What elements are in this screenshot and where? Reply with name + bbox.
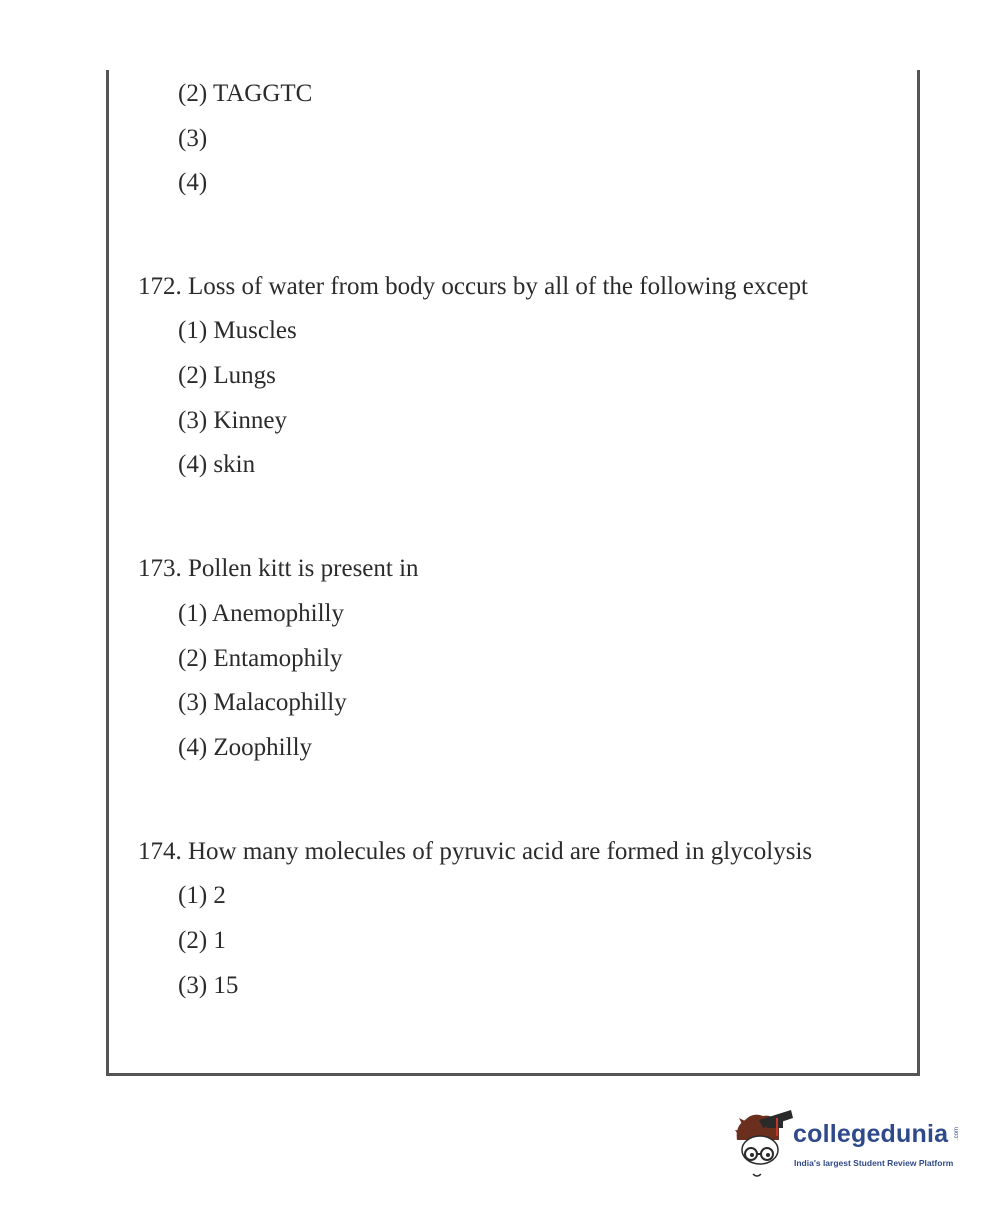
option-prev-3: (3) (178, 125, 208, 152)
question-174-option-1: (1) 2 (178, 882, 226, 909)
question-173-option-2: (2) Entamophily (178, 645, 343, 672)
question-173-option-3: (3) Malacophilly (178, 689, 347, 716)
option-prev-2: (2) TAGGTC (178, 80, 313, 107)
option-prev-4: (4) (178, 169, 208, 196)
question-172-option-2: (2) Lungs (178, 362, 276, 389)
question-173-option-4: (4) Zoophilly (178, 734, 313, 761)
collegedunia-logo (733, 1106, 963, 1186)
logo-tagline: India's largest Student Review Platform (794, 1158, 954, 1168)
question-173-option-1: (1) Anemophilly (178, 600, 344, 627)
question-174: 174. How many molecules of pyruvic acid are formed in glycolysis (138, 838, 813, 865)
mascot-icon (733, 1106, 795, 1186)
question-174-option-3: (3) 15 (178, 972, 239, 999)
logo-wordmark: collegedunia (793, 1120, 949, 1148)
question-172-option-1: (1) Muscles (178, 317, 297, 344)
question-172-option-3: (3) Kinney (178, 407, 287, 434)
question-172-option-4: (4) skin (178, 451, 256, 478)
question-174-option-2: (2) 1 (178, 927, 226, 954)
question-173: 173. Pollen kitt is present in (138, 555, 419, 582)
logo-com-suffix: .com (954, 1127, 960, 1141)
question-172: 172. Loss of water from body occurs by all of the following except (138, 273, 808, 300)
